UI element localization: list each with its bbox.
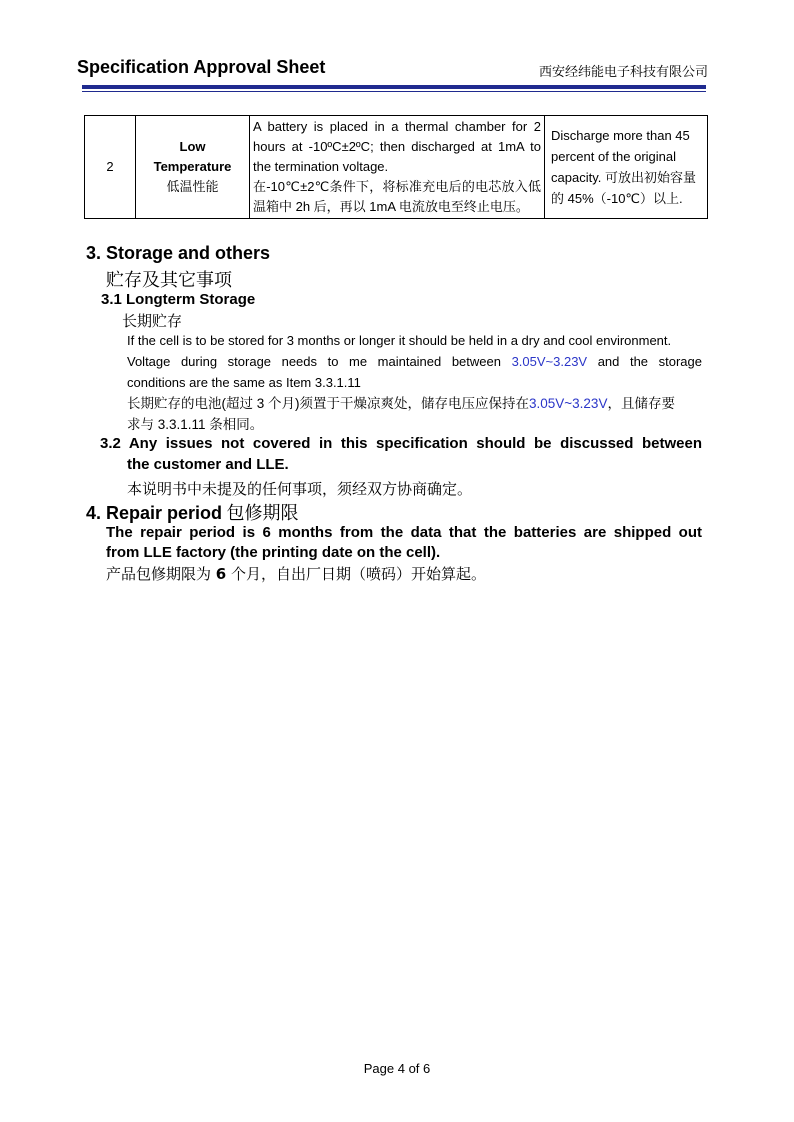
storage-text-line-1: If the cell is to be stored for 3 months or longer it should be held in a dry and cool environment. — [127, 333, 672, 348]
table-row — [85, 116, 708, 219]
page-number: Page 4 of 6 — [363, 1061, 431, 1076]
test-item-cell — [136, 116, 250, 219]
repair-cn-a: 产品包修期限为 — [106, 565, 212, 583]
test-method-en: A battery is placed in a thermal chamber for 2 hours at -10ºC±2ºC; then discharged at 1mA to the termination voltage. — [253, 119, 541, 174]
section-3-title-cn: 贮存及其它事项 — [106, 270, 232, 291]
criteria-cell — [545, 116, 708, 219]
repair-cn-months: 6 — [215, 565, 227, 583]
header-rule-thin — [82, 91, 706, 92]
storage-text-2b: and the storage — [597, 354, 702, 369]
section-3-title: 3. Storage and others — [86, 243, 271, 263]
test-item-en-1: Low — [179, 139, 206, 154]
storage-text-line-2 — [127, 351, 702, 372]
spec-table — [84, 115, 708, 219]
test-item-en-2: Temperature — [153, 159, 232, 174]
row-number: 2 — [85, 116, 136, 219]
repair-text-line-2: from LLE factory (the printing date on the cell). — [106, 544, 441, 561]
test-method-cn: 在-10℃±2℃条件下，将标准充电后的电芯放入低温箱中 2h 后，再以 1mA 电流放电至终止电压。 — [253, 179, 541, 214]
storage-cn-voltage: 3.05V~3.23V — [529, 396, 608, 411]
section-3-2-title-line-1: 3.2 Any issues not covered in this specification should be discussed between — [100, 435, 702, 452]
test-item-cn: 低温性能 — [166, 179, 219, 194]
section-4-title: 4. Repair period — [86, 503, 223, 523]
criteria-en: Discharge more than 45 percent of the original capacity. — [551, 128, 690, 185]
section-3-1-title-cn: 长期贮存 — [122, 312, 183, 330]
storage-text-line-3: conditions are the same as Item 3.3.1.11 — [127, 375, 361, 390]
storage-cn-b: ，且储存要 — [607, 396, 675, 411]
repair-cn-b: 个月，自出厂日期（喷码）开始算起。 — [231, 565, 487, 583]
section-4-title-cn: 包修期限 — [226, 503, 299, 524]
page-header-title: Specification Approval Sheet — [77, 57, 326, 77]
header-rule-thick — [82, 85, 706, 89]
storage-text-2a: Voltage during storage needs to me maintained between — [127, 354, 501, 369]
section-3-1-title: 3.1 Longterm Storage — [101, 291, 256, 308]
company-name: 西安经纬能电子科技有限公司 — [538, 65, 708, 80]
criteria-cn: 可放出初始容量的 45%（-10℃）以上. — [551, 170, 696, 206]
storage-cn-a: 长期贮存的电池(超过 3 个月)须置于干燥凉爽处，储存电压应保持在 — [127, 396, 529, 411]
storage-voltage-range: 3.05V~3.23V — [511, 354, 588, 369]
storage-text-cn-line-1 — [127, 393, 675, 414]
storage-text-cn-line-2: 求与 3.3.1.11 条相同。 — [127, 417, 264, 432]
section-3-2-text-cn: 本说明书中未提及的任何事项，须经双方协商确定。 — [127, 480, 473, 498]
repair-text-line-1: The repair period is 6 months from the data that the batteries are shipped out — [106, 524, 702, 541]
repair-text-cn — [106, 563, 486, 584]
test-method-cell — [250, 116, 545, 219]
section-3-2-title-line-2: the customer and LLE. — [127, 456, 289, 473]
